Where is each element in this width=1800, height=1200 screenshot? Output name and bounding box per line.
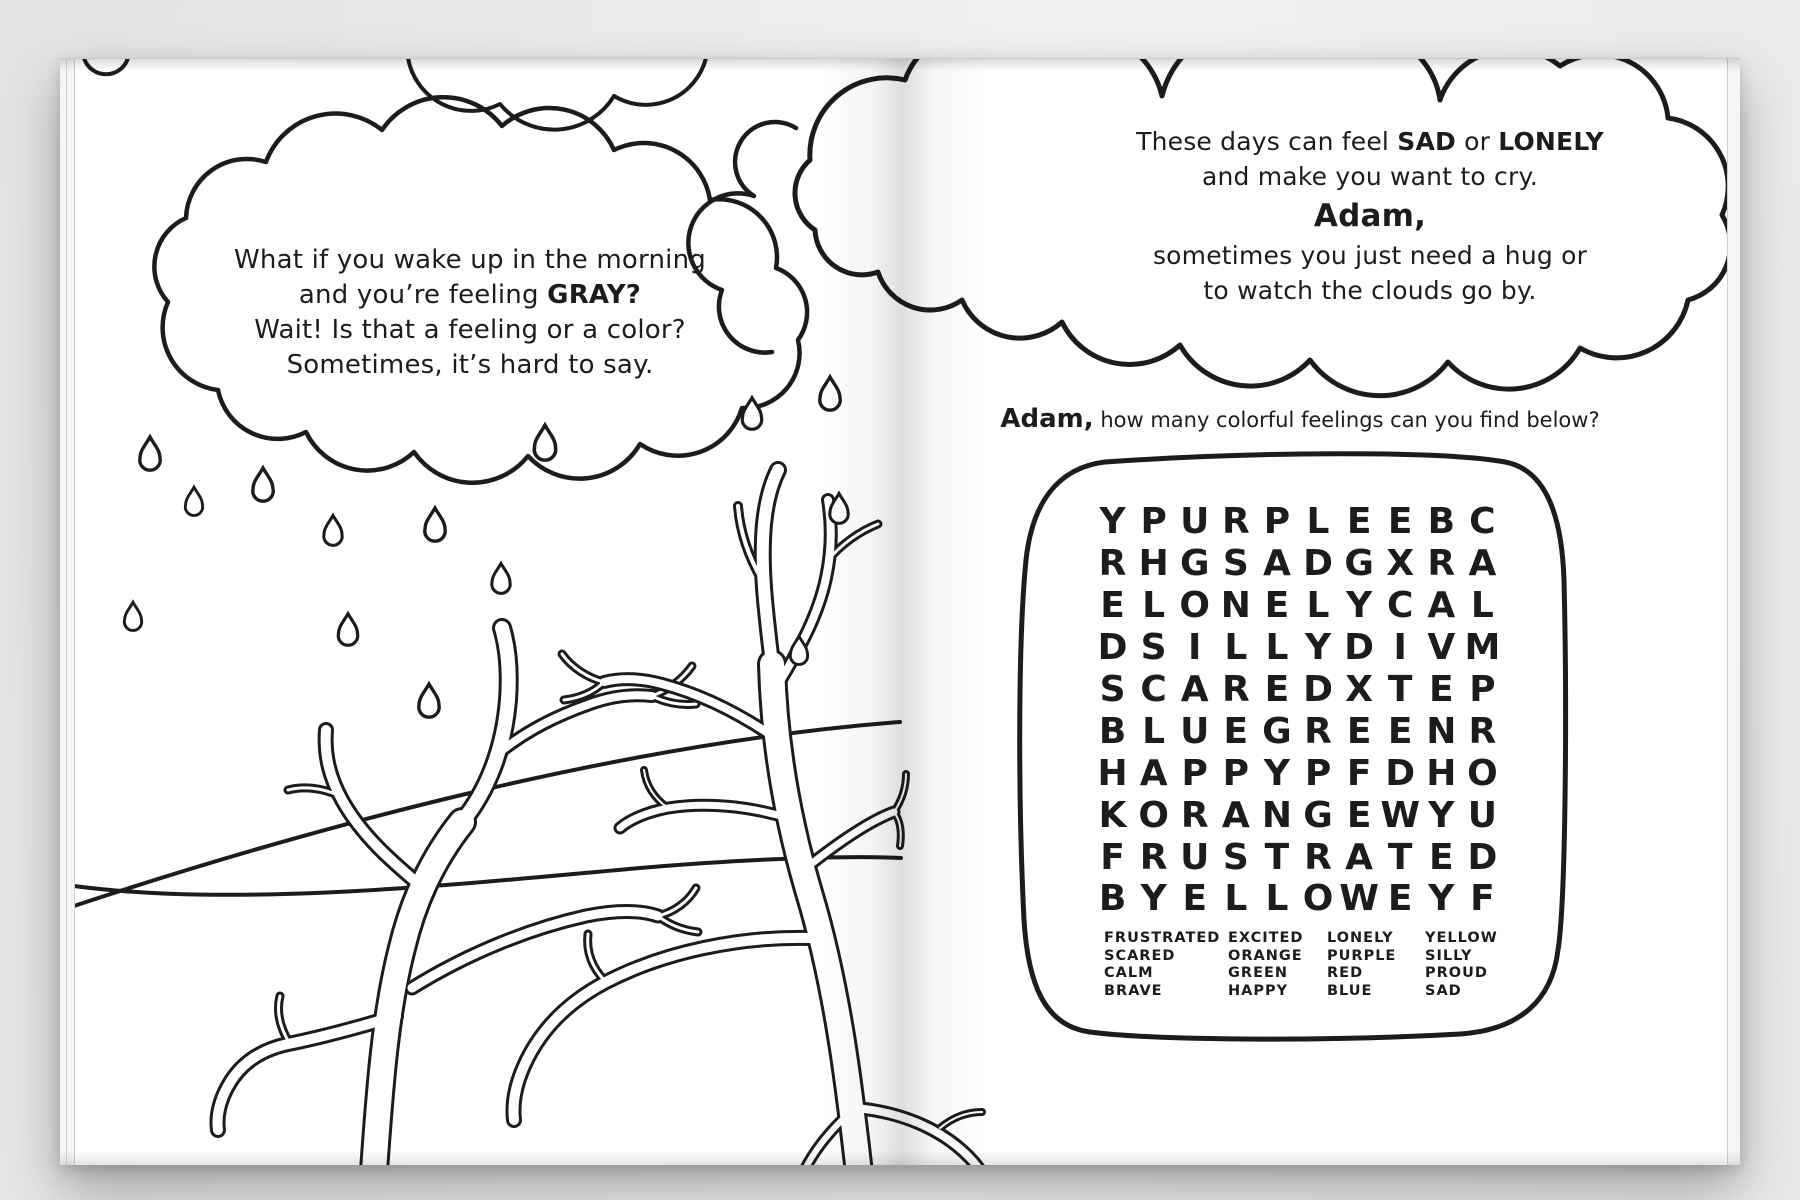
grid-letter: A [1139,752,1168,794]
word-list-item: SILLY [1425,947,1473,964]
grid-letter: E [1387,710,1413,752]
grid-letter: T [1264,836,1290,878]
raindrop-icon [419,684,439,717]
grid-letter: C [1469,501,1496,543]
grid-letter: F [1470,878,1495,920]
word-list-item: BLUE [1327,982,1373,999]
grid-letter: B [1427,501,1456,543]
left-cloud-text [175,243,765,383]
grid-letter: A [1221,794,1250,836]
grid-letter: E [1429,836,1454,878]
raindrop-icon [742,398,761,430]
grid-letter: R [1304,710,1332,752]
grid-letter: M [1464,627,1501,669]
grid-letter: P [1263,501,1291,543]
grid-letter: F [1346,752,1372,794]
grid-letter: R [1304,836,1332,878]
grid-letter: N [1426,710,1457,752]
cloud-text-line [175,313,765,348]
grid-letter: Y [1140,878,1167,920]
grid-letter: B [1098,878,1127,920]
grid-letter: K [1098,794,1127,836]
wordsearch-grid [1092,501,1503,920]
grid-letter: E [1182,878,1208,920]
raindrop-icon [820,377,840,410]
raindrop-icon [492,564,510,594]
raindrop-icon [534,425,555,460]
grid-letter: R [1139,836,1168,878]
grid-letter: Y [1099,501,1126,543]
grid-letter: U [1180,836,1210,878]
grid-letter: G [1262,710,1292,752]
grid-letter: L [1224,878,1248,920]
grid-letter: E [1264,585,1290,627]
text-segment: Adam, [1000,404,1094,434]
grid-letter: W [1339,878,1379,920]
grid-letter: D [1467,836,1498,878]
bare-tree-left-icon [217,628,698,1200]
cloud-text-line personalized-name [1040,194,1700,238]
word-list-item: RED [1327,965,1364,981]
grid-letter: E [1264,669,1290,710]
text-segment: or [1455,127,1499,156]
grid-letter: P [1140,501,1167,543]
grid-letter: D [1303,543,1333,585]
grid-letter: W [1380,794,1421,836]
grid-letter: P [1304,752,1332,794]
grid-letter: H [1426,752,1457,794]
grid-letter: N [1261,794,1292,836]
grid-letter: E [1346,710,1372,752]
text-segment: how many colorful feelings can you find below? [1093,408,1600,432]
grid-letter: X [1386,543,1415,585]
cloud-text-line [1040,159,1700,194]
word-list-item: GREEN [1228,965,1289,981]
grid-letter: E [1387,878,1413,920]
grid-letter: A [1262,543,1291,585]
grid-letter: L [1306,585,1330,627]
cloud-text-line [1040,273,1700,308]
word-list-column [1425,930,1498,1000]
grid-letter: G [1179,543,1210,585]
grid-letter: Y [1428,878,1455,920]
cloud-text-line [175,348,765,383]
grid-letter: N [1220,585,1251,627]
grid-letter: D [1097,627,1128,669]
grid-letter: R [1468,710,1497,752]
word-list-item: EXCITED [1228,930,1304,946]
word-list-item: LONELY [1327,930,1394,946]
cloud-text-line [1040,238,1700,273]
word-list-column [1104,930,1228,1000]
raindrop-icon [124,602,141,630]
word-list-item: FRUSTRATED [1104,930,1221,946]
grid-letter: C [1386,585,1414,627]
word-list-item: PURPLE [1327,947,1397,964]
grid-letter: E [1387,501,1413,543]
grid-letter: R [1221,669,1250,710]
wordsearch-word-list [1104,930,1544,1000]
grid-letter: D [1303,669,1333,710]
grid-letter: V [1427,627,1456,669]
grid-letter: G [1344,543,1374,585]
grid-letter: I [1393,627,1407,669]
grid-letter: F [1100,836,1125,878]
cloud-text-line [1040,124,1700,159]
grid-letter: E [1100,585,1125,627]
grid-letter: P [1469,669,1496,710]
grid-letter: H [1097,752,1128,794]
grid-letter: D [1385,752,1416,794]
grid-letter: Y [1263,752,1290,794]
grid-letter: E [1346,501,1372,543]
text-segment: LONELY [1498,127,1604,156]
puzzle-prompt [1000,404,1600,434]
cloud-text-line [175,278,765,313]
grid-letter: Y [1346,585,1373,627]
grid-letter: L [1265,878,1289,920]
grid-letter: E [1429,669,1454,710]
grid-letter: L [1265,627,1289,669]
text-segment: SAD [1397,127,1456,156]
grid-letter: P [1222,752,1250,794]
text-segment: and make you want to cry. [1201,162,1539,191]
grid-letter: R [1098,543,1127,585]
grid-letter: L [1224,627,1248,669]
text-segment: These days can feel [1136,127,1398,156]
word-list-item: PROUD [1425,965,1488,981]
grid-letter: E [1346,794,1372,836]
word-list-item: BRAVE [1104,982,1163,999]
grid-letter: C [1140,669,1167,710]
grid-letter: A [1427,585,1456,627]
grid-letter: A [1180,669,1209,710]
grid-letter: O [1467,752,1498,794]
grid-letter: A [1345,836,1374,878]
word-list-item: ORANGE [1228,947,1303,964]
grid-letter: U [1467,794,1497,836]
raindrop-icon [140,437,160,470]
grid-letter: O [1138,794,1169,836]
grid-letter: L [1306,501,1330,543]
raindrop-icon [338,614,357,646]
text-segment: Adam, [1313,198,1427,234]
grid-letter: E [1223,710,1249,752]
grid-letter: R [1427,543,1456,585]
raindrop-icon [425,508,445,541]
grid-letter: R [1180,794,1209,836]
grid-letter: U [1180,501,1210,543]
grid-letter: R [1221,501,1250,543]
word-list-item: SAD [1425,982,1462,999]
raindrop-icon [253,468,273,501]
grid-letter: S [1099,669,1126,710]
grid-letter: B [1098,710,1127,752]
text-segment: and you’re feeling [298,280,548,310]
grid-letter: O [1302,878,1334,920]
grid-letter: H [1138,543,1169,585]
raindrops-group [124,377,848,717]
grid-letter: X [1345,669,1373,710]
text-segment: Wait! Is that a feeling or a color? [254,315,686,345]
raindrop-icon [324,516,342,546]
grid-letter: A [1468,543,1497,585]
word-list-column [1327,930,1425,1000]
word-list-item: HAPPY [1228,982,1289,999]
grid-letter: L [1142,710,1166,752]
grid-letter: L [1470,585,1494,627]
word-list-column [1228,930,1327,1000]
grid-letter: T [1387,669,1413,710]
grid-letter: I [1188,627,1202,669]
right-cloud-text [1040,124,1700,308]
bare-tree-right-icon [513,470,990,1200]
word-list-item: SCARED [1104,947,1176,964]
text-segment: What if you wake up in the morning [234,245,706,275]
raindrop-icon [185,487,202,515]
grid-letter: L [1142,585,1166,627]
grid-letter: S [1222,543,1249,585]
word-list-item: CALM [1104,965,1154,981]
grid-letter: S [1140,627,1167,669]
grid-letter: T [1387,836,1413,878]
grid-letter: P [1181,752,1208,794]
grid-letter: O [1179,585,1211,627]
text-segment: Sometimes, it’s hard to say. [286,350,654,380]
word-list-item: YELLOW [1425,930,1498,946]
text-segment: sometimes you just need a hug or [1152,241,1588,270]
cloud-text-line [175,243,765,278]
grid-letter: Y [1428,794,1455,836]
text-segment: GRAY? [547,280,642,310]
grid-letter: S [1222,836,1249,878]
text-segment: to watch the clouds go by. [1203,276,1537,305]
grid-letter: Y [1304,627,1332,669]
grid-letter: G [1303,794,1333,836]
grid-letter: D [1344,627,1375,669]
grid-letter: U [1180,710,1210,752]
